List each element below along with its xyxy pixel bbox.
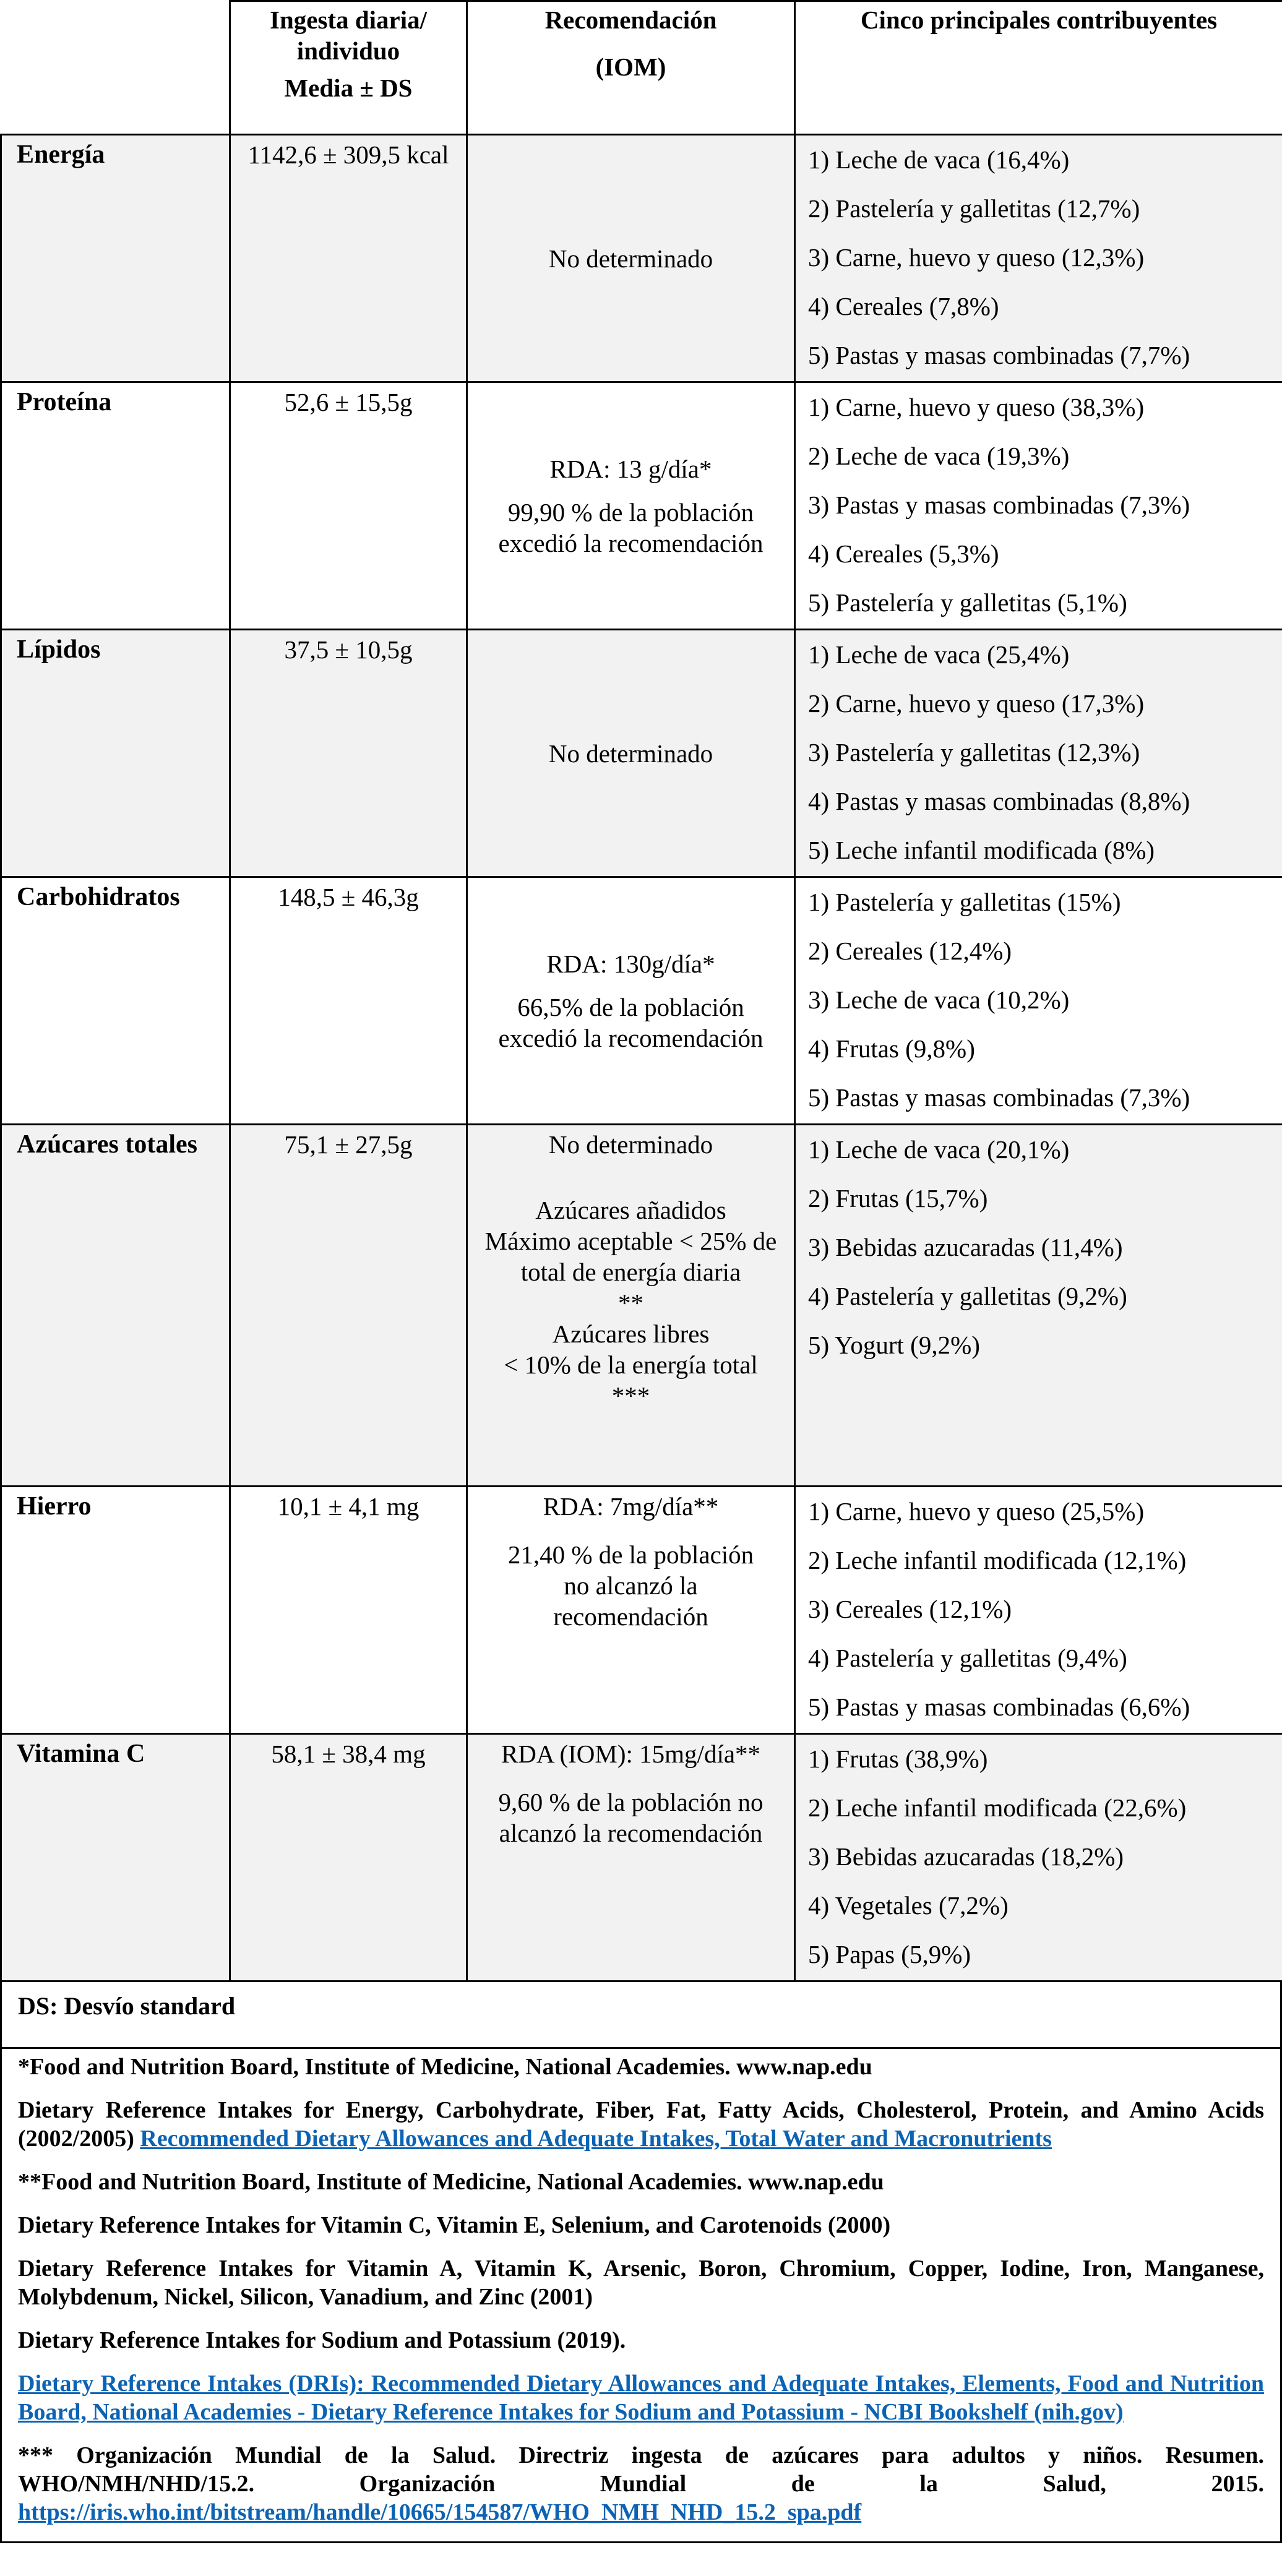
table-row-hierro	[1, 1487, 1282, 1734]
header-intake-line2: individuo	[296, 36, 400, 65]
reference-5: Dietary Reference Intakes for Vitamin A, Vitamin K, Arsenic, Boron, Chromium, Copper, Iodine, Iron, Manganese, Molybdenum, Nickel, Silicon, Vanadium, and Zinc (2001)	[18, 2256, 1264, 2310]
contributor-item: 1) Pastelería y galletitas (15%)	[808, 888, 1121, 916]
recommendation-free-limit: < 10% de la energía total	[504, 1350, 758, 1379]
header-intake-line3: Media ± DS	[284, 74, 413, 102]
reference-7	[18, 2369, 1264, 2426]
recommendation-free-sugars: Azúcares libres	[552, 1320, 710, 1348]
header-intake-line1: Ingesta diaria/	[270, 6, 427, 34]
contributor-item: 4) Frutas (9,8%)	[808, 1034, 975, 1063]
header-empty-cell	[1, 1, 230, 135]
table-row-carbohidratos	[1, 877, 1282, 1125]
recommendation-note: 66,5% de la población excedió la recomendación	[498, 992, 764, 1052]
header-contributors	[795, 1, 1282, 135]
recommendation-added-limit: Máximo aceptable < 25% de total de energía diaria	[484, 1227, 777, 1286]
header-intake	[230, 1, 467, 135]
contributor-item: 1) Carne, huevo y queso (38,3%)	[808, 393, 1145, 421]
intake-value: 75,1 ± 27,5g	[230, 1125, 467, 1487]
table-row-vitamina-c	[1, 1734, 1282, 1981]
recommendation-cell	[467, 1487, 795, 1734]
intake-value: 1142,6 ± 309,5 kcal	[230, 135, 467, 382]
contributor-item: 5) Yogurt (9,2%)	[808, 1331, 980, 1359]
reference-3: **Food and Nutrition Board, Institute of Medicine, National Academies. www.nap.edu	[18, 2169, 884, 2195]
recommendation-added-ref: **	[618, 1289, 643, 1317]
nutrient-name: Lípidos	[1, 630, 230, 877]
recommendation-rda: RDA: 7mg/día**	[543, 1492, 719, 1521]
contributor-item: 3) Cereales (12,1%)	[808, 1595, 1012, 1623]
recommendation-cell	[467, 877, 795, 1125]
reference-8	[18, 2441, 1264, 2527]
ds-note: DS: Desvío standard	[2, 1982, 1280, 2049]
contributors-cell	[795, 1487, 1282, 1734]
header-contrib-label: Cinco principales contribuyentes	[860, 6, 1218, 34]
header-recommendation	[467, 1, 795, 135]
recommendation-cell	[467, 135, 795, 382]
intake-value: 37,5 ± 10,5g	[230, 630, 467, 877]
contributor-item: 4) Cereales (5,3%)	[808, 539, 999, 568]
recommendation-rda: RDA: 13 g/día*	[549, 454, 712, 483]
contributor-item: 2) Pastelería y galletitas (12,7%)	[808, 194, 1140, 223]
contributor-item: 5) Papas (5,9%)	[808, 1940, 971, 1968]
contributor-item: 2) Frutas (15,7%)	[808, 1184, 988, 1213]
nutrient-name: Hierro	[1, 1487, 230, 1734]
recommendation-note: 21,40 % de la población no alcanzó la recomendación	[507, 1540, 754, 1631]
contributor-item: 2) Leche de vaca (19,3%)	[808, 442, 1070, 470]
reference-2	[18, 2096, 1264, 2153]
recommendation-text: No determinado	[548, 244, 713, 273]
contributor-item: 3) Carne, huevo y queso (12,3%)	[808, 243, 1145, 272]
contributor-item: 2) Leche infantil modificada (22,6%)	[808, 1793, 1187, 1822]
header-row	[1, 1, 1282, 135]
contributor-item: 5) Pastas y masas combinadas (7,3%)	[808, 1083, 1190, 1112]
contributor-item: 4) Vegetales (7,2%)	[808, 1891, 1009, 1920]
contributor-item: 3) Pastelería y galletitas (12,3%)	[808, 738, 1140, 766]
reference-4: Dietary Reference Intakes for Vitamin C, Vitamin E, Selenium, and Carotenoids (2000)	[18, 2212, 891, 2238]
contributor-item: 2) Cereales (12,4%)	[808, 937, 1012, 965]
contributor-item: 3) Leche de vaca (10,2%)	[808, 985, 1070, 1014]
contributor-item: 1) Frutas (38,9%)	[808, 1745, 988, 1773]
references	[2, 2049, 1280, 2527]
contributor-item: 3) Bebidas azucaradas (18,2%)	[808, 1842, 1124, 1871]
reference-6: Dietary Reference Intakes for Sodium and Potassium (2019).	[18, 2327, 626, 2353]
table-row-energia	[1, 135, 1282, 382]
contributor-item: 5) Pastas y masas combinadas (7,7%)	[808, 341, 1190, 369]
intake-value: 10,1 ± 4,1 mg	[230, 1487, 467, 1734]
intake-value: 52,6 ± 15,5g	[230, 382, 467, 630]
recommendation-cell	[467, 1125, 795, 1487]
recommendation-rda: RDA (IOM): 15mg/día**	[501, 1740, 761, 1768]
contributors-cell	[795, 1125, 1282, 1487]
contributor-item: 2) Carne, huevo y queso (17,3%)	[808, 689, 1145, 718]
contributor-item: 1) Carne, huevo y queso (25,5%)	[808, 1497, 1145, 1526]
contributor-item: 1) Leche de vaca (25,4%)	[808, 640, 1070, 669]
table-row-proteina	[1, 382, 1282, 630]
recommendation-text: No determinado	[548, 1130, 713, 1159]
recommendation-text: No determinado	[548, 739, 713, 768]
contributor-item: 3) Bebidas azucaradas (11,4%)	[808, 1233, 1123, 1261]
recommendation-added-sugars: Azúcares añadidos	[535, 1196, 726, 1224]
recommendation-rda: RDA: 130g/día*	[546, 949, 715, 978]
reference-7-link[interactable]: Dietary Reference Intakes (DRIs): Recommended Dietary Allowances and Adequate Intakes, Elements, Food and Nutrition Board, National Academies - Dietary Reference Intakes for Sodium and Potassium - NCBI Bookshelf (nih.gov)	[18, 2371, 1264, 2425]
header-reco-line1: Recomendación	[544, 6, 717, 34]
contributor-item: 2) Leche infantil modificada (12,1%)	[808, 1546, 1187, 1574]
reference-2-text: Dietary Reference Intakes for Energy, Carbohydrate, Fiber, Fat, Fatty Acids, Cholesterol, Protein, and Amino Acids (2002/2005)	[18, 2097, 1264, 2152]
recommendation-note: 9,60 % de la población no alcanzó la recomendación	[498, 1788, 764, 1847]
contributors-cell	[795, 877, 1282, 1125]
notes-section	[0, 1982, 1282, 2543]
intake-value: 58,1 ± 38,4 mg	[230, 1734, 467, 1981]
nutrient-name: Azúcares totales	[1, 1125, 230, 1487]
contributor-item: 5) Leche infantil modificada (8%)	[808, 836, 1155, 864]
recommendation-cell	[467, 630, 795, 877]
reference-1: *Food and Nutrition Board, Institute of Medicine, National Academies. www.nap.edu	[18, 2054, 872, 2080]
contributors-cell	[795, 630, 1282, 877]
table-row-lipidos	[1, 630, 1282, 877]
contributor-item: 3) Pastas y masas combinadas (7,3%)	[808, 491, 1190, 519]
nutrient-name: Vitamina C	[1, 1734, 230, 1981]
recommendation-cell	[467, 1734, 795, 1981]
contributors-cell	[795, 382, 1282, 630]
contributor-item: 5) Pastas y masas combinadas (6,6%)	[808, 1693, 1190, 1721]
table-row-azucares	[1, 1125, 1282, 1487]
contributors-cell	[795, 1734, 1282, 1981]
recommendation-free-ref: ***	[611, 1381, 650, 1410]
reference-8-text: *** Organización Mundial de la Salud. Directriz ingesta de azúcares para adultos y niños. Resumen. WHO/NMH/NHD/15.2. Organización Mundial de la Salud, 2015.	[18, 2442, 1264, 2497]
recommendation-note: 99,90 % de la población excedió la recomendación	[498, 497, 764, 557]
contributor-item: 5) Pastelería y galletitas (5,1%)	[808, 588, 1127, 617]
contributors-cell	[795, 135, 1282, 382]
contributor-item: 4) Pastelería y galletitas (9,2%)	[808, 1282, 1127, 1310]
intake-value: 148,5 ± 46,3g	[230, 877, 467, 1125]
header-reco-line2: (IOM)	[595, 53, 666, 81]
reference-2-link[interactable]: Recommended Dietary Allowances and Adequate Intakes, Total Water and Macronutrients	[140, 2126, 1052, 2152]
nutrient-name: Carbohidratos	[1, 877, 230, 1125]
nutrient-name: Energía	[1, 135, 230, 382]
contributor-item: 4) Pastelería y galletitas (9,4%)	[808, 1644, 1127, 1672]
contributor-item: 4) Pastas y masas combinadas (8,8%)	[808, 787, 1190, 815]
contributor-item: 1) Leche de vaca (20,1%)	[808, 1135, 1070, 1164]
nutrient-name: Proteína	[1, 382, 230, 630]
recommendation-cell	[467, 382, 795, 630]
contributor-item: 1) Leche de vaca (16,4%)	[808, 145, 1070, 174]
reference-8-link[interactable]: https://iris.who.int/bitstream/handle/10665/154587/WHO_NMH_NHD_15.2_spa.pdf	[18, 2499, 862, 2525]
contributor-item: 4) Cereales (7,8%)	[808, 292, 999, 320]
